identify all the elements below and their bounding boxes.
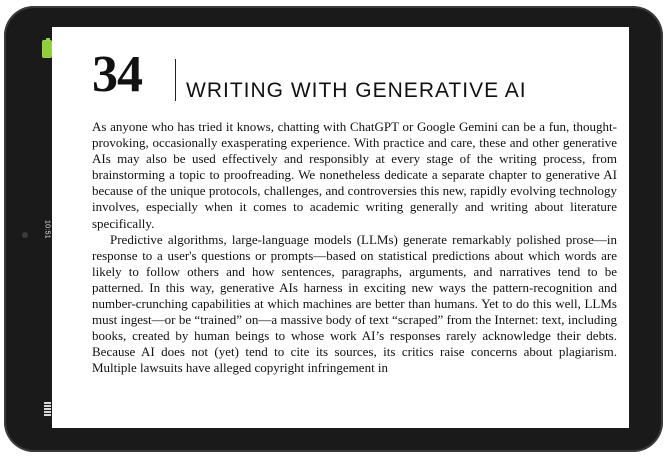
reader-screen[interactable] (52, 27, 629, 428)
camera-icon (22, 232, 28, 238)
status-clock: 10:51 (43, 219, 51, 240)
paragraph: As anyone who has tried it knows, chatting with ChatGPT or Google Gemini can be a fun, thought-provoking, occasionally exasperating experience. With practice and care, these and other generative AIs may also be used effectively and responsibly at every stage of the writing process, from brainstorming a topic to proofreading. We nonetheless dedicate a separate chapter to generative AI because of the unique protocols, challenges, and controversies this new, rapidly evolving technology involves, especially when it comes to academic writing generally and writing about literature specifically. (92, 119, 617, 231)
battery-icon (42, 40, 52, 58)
chapter-title: WRITING WITH GENERATIVE AI (186, 79, 527, 102)
chapter-number: 34 (92, 46, 142, 103)
chapter-heading (92, 41, 612, 103)
paragraph: Predictive algorithms, large-language models (LLMs) generate remarkably polished prose—in response to a user's questions or prompts—based on statistical predictions about which words are likely to follow others and how sentences, paragraphs, arguments, and narratives tend to be patterned. In this way, generative AIs harness in exciting new ways the pattern-recognition and number-crunching capabilities at which machines are better than humans. Yet to do this well, LLMs must ingest—or be “trained” on—a massive body of text “scraped” from the Internet: text, including books, created by human beings to whose work AI’s responses rarely acknowledge their debts. Because AI does not (yet) tend to cite its sources, its critics raise concerns about plagiarism. Multiple lawsuits have alleged copyright infringement in (92, 231, 617, 376)
signal-icon (44, 402, 51, 418)
heading-divider (175, 59, 176, 101)
chapter-body (92, 119, 617, 377)
